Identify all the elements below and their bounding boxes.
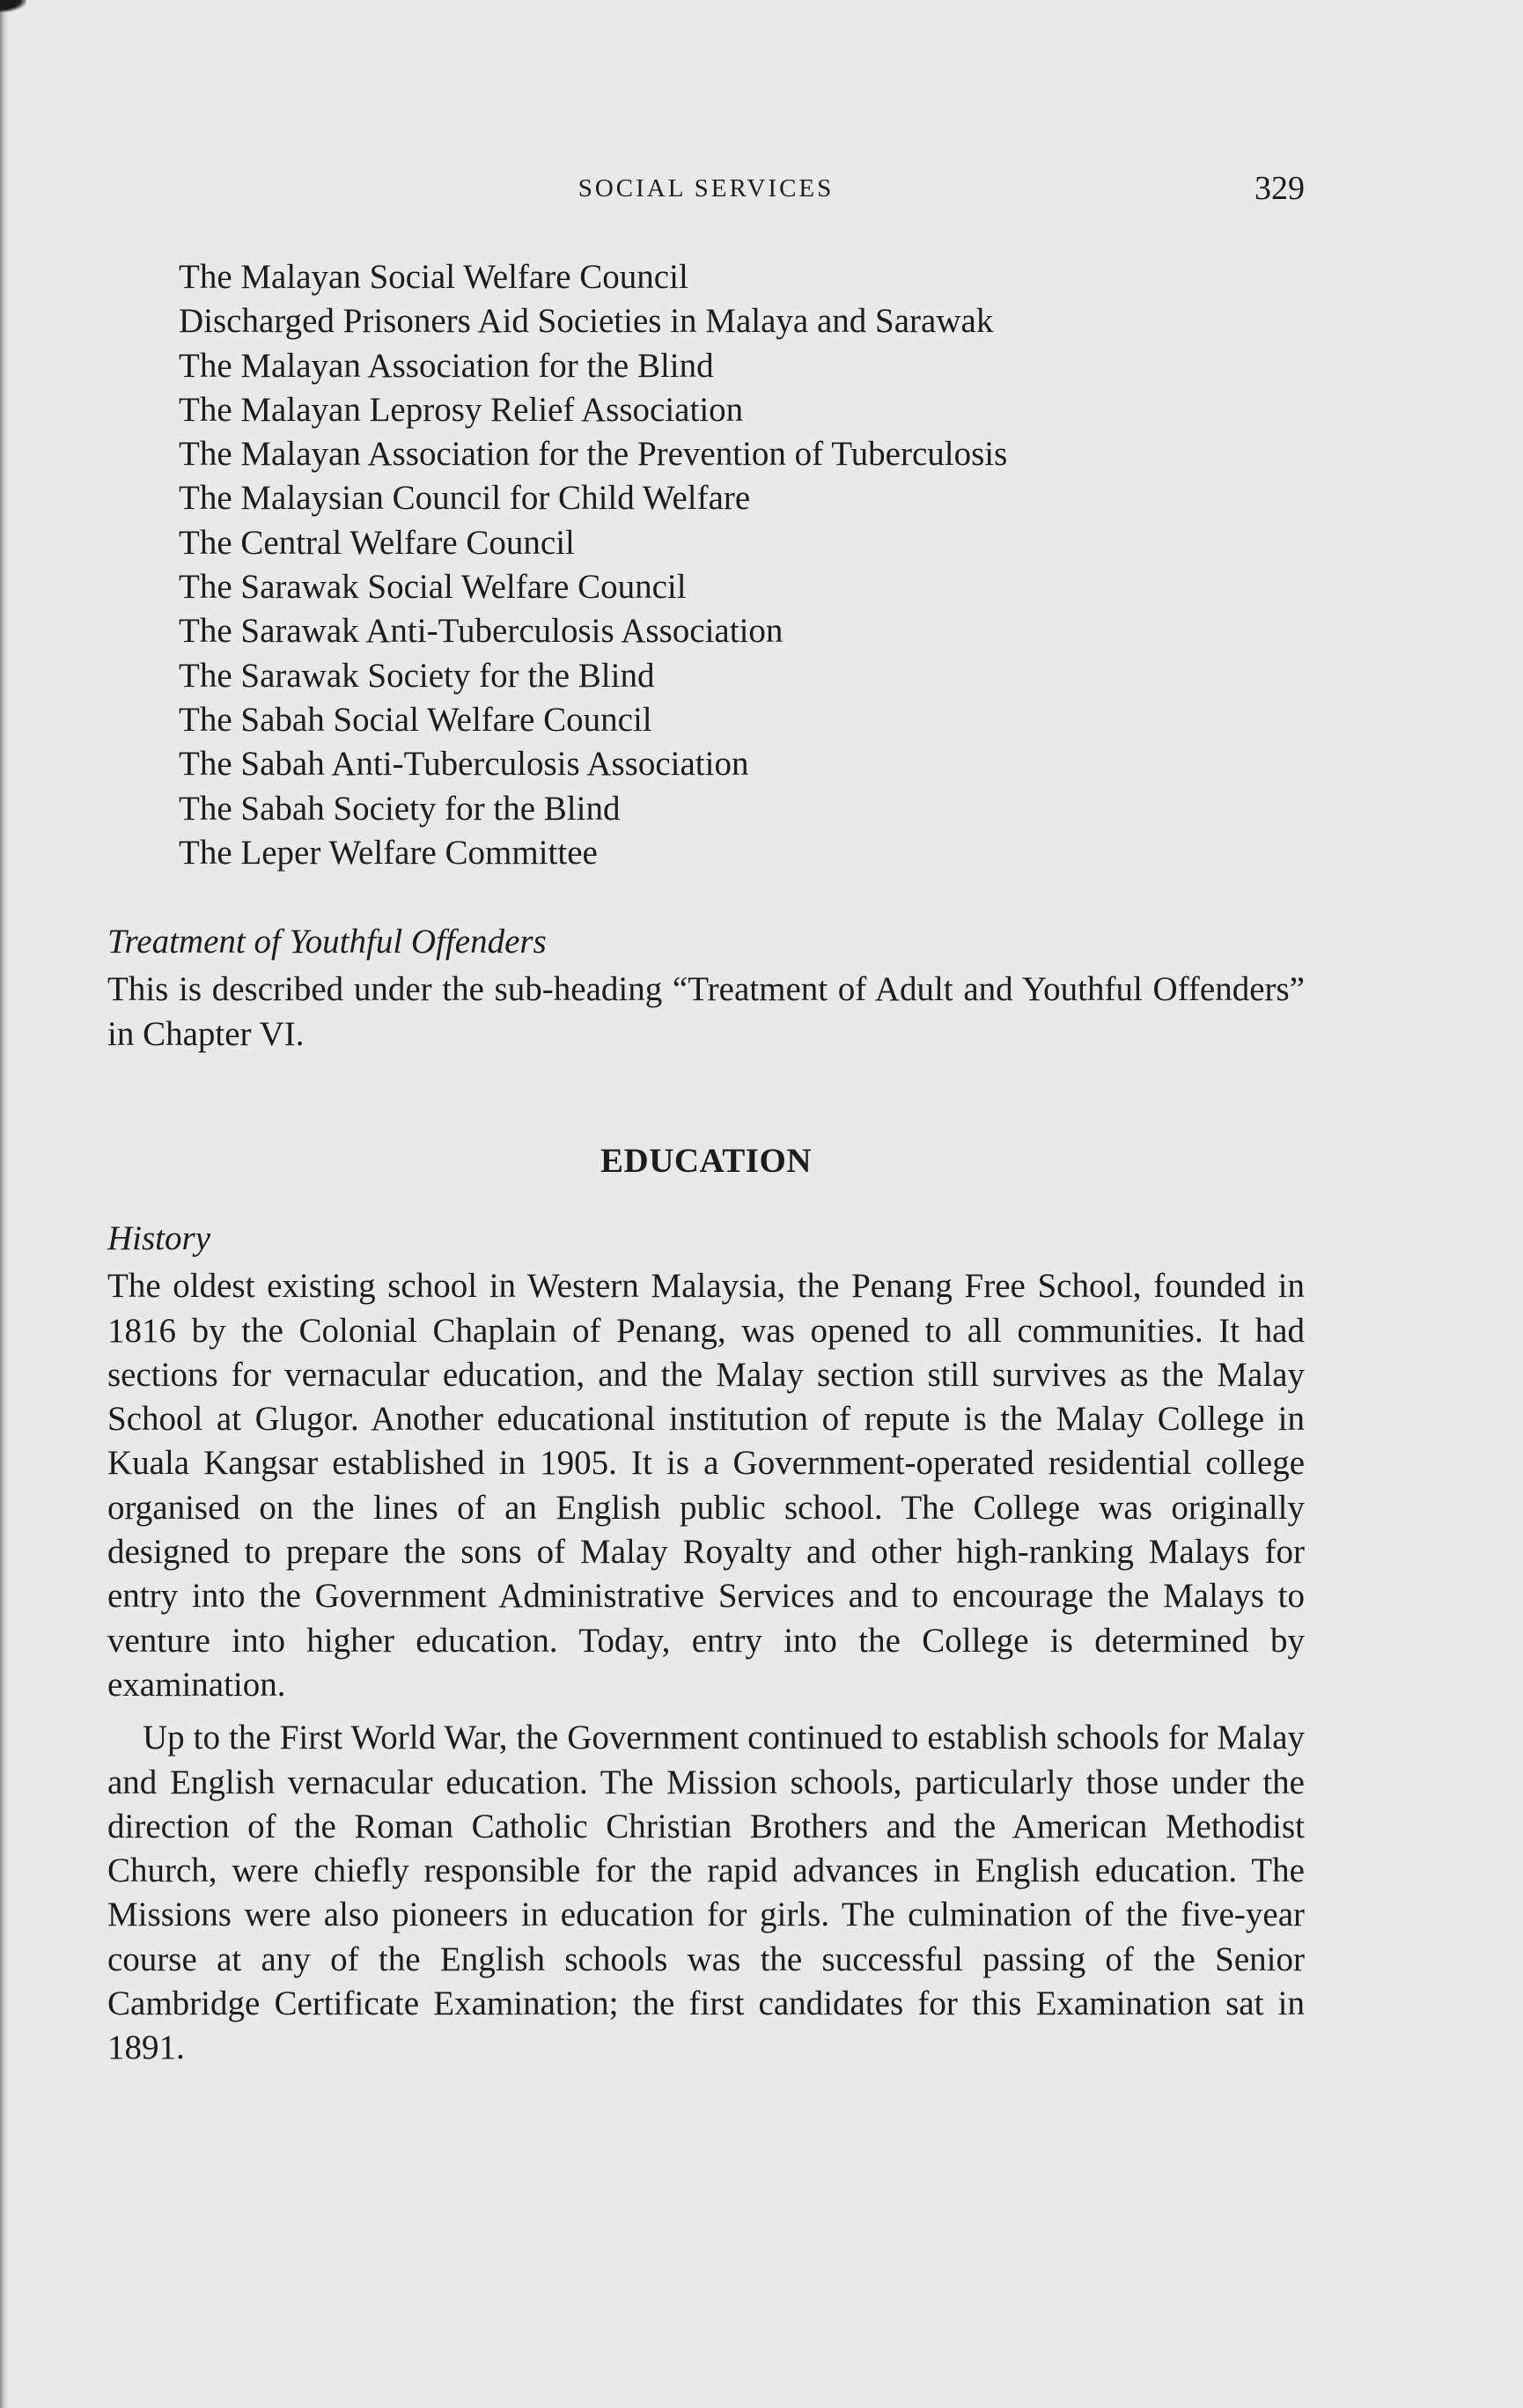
list-item: The Sabah Social Welfare Council: [179, 700, 652, 739]
list-item: The Sarawak Anti-Tuberculosis Association: [179, 612, 784, 651]
section-title-education: EDUCATION: [600, 1142, 812, 1180]
list-item: The Malayan Leprosy Relief Association: [179, 390, 744, 429]
running-header: [107, 170, 1305, 213]
list-item: The Malayan Association for the Prevention of Tuberculosis: [179, 435, 1008, 474]
subheading-history: History: [107, 1219, 210, 1257]
list-item: The Sabah Anti-Tuberculosis Association: [179, 745, 749, 784]
youthful-offenders-text: This is described under the sub-heading “Treatment of Adult and Youthful Offenders” in Chapter VI.: [107, 970, 1305, 1053]
list-item: The Malayan Social Welfare Council: [179, 258, 688, 296]
list-item: The Sabah Society for the Blind: [179, 789, 621, 828]
list-item: The Malaysian Council for Child Welfare: [179, 479, 751, 518]
list-item: Discharged Prisoners Aid Societies in Malaya and Sarawak: [179, 302, 994, 341]
history-paragraph-1: The oldest existing school in Western Malaysia, the Penang Free School, founded in 1816 by the Colonial Chaplain of Penang, was opened to all communities. It had sections for vernacular education, and the Malay section still survives as the Malay School at Glugor. Another educational institution of repute is the Malay College in Kuala Kangsar established in 1905. It is a Government-operated residential college organised on the lines of an English public school. The College was originally designed to prepare the sons of Malay Royalty and other high-ranking Malays for entry into the Government Administrative Services and to encourage the Malays to venture into higher education. Today, entry into the College is determined by examination.: [107, 1267, 1305, 1704]
youthful-offenders-section: [107, 920, 1305, 1057]
page-number: 329: [1254, 170, 1305, 207]
list-item: The Leper Welfare Committee: [179, 833, 598, 872]
organization-list: [179, 255, 1007, 875]
page-gutter-shadow: [0, 0, 9, 2408]
page-corner-shadow: [0, 0, 26, 12]
list-item: The Sarawak Society for the Blind: [179, 656, 655, 695]
list-item: The Central Welfare Council: [179, 523, 575, 562]
history-section: [107, 1217, 1305, 2071]
history-paragraph-2: Up to the First World War, the Government continued to establish schools for Malay and English vernacular education. The Mission schools, particularly those under the direction of the Roman Catholic Christian Brothers and the American Methodist Church, were chiefly responsible for the rapid advances in English education. The Missions were also pioneers in education for girls. The culmination of the five-year course at any of the English schools was the successful passing of the Senior Cambridge Certificate Examination; the first candidates for this Examination sat in 1891.: [107, 1719, 1305, 2067]
list-item: The Sarawak Social Welfare Council: [179, 568, 687, 607]
running-title: SOCIAL SERVICES: [578, 174, 835, 203]
subheading-youthful-offenders: Treatment of Youthful Offenders: [107, 923, 547, 961]
list-item: The Malayan Association for the Blind: [179, 346, 714, 385]
